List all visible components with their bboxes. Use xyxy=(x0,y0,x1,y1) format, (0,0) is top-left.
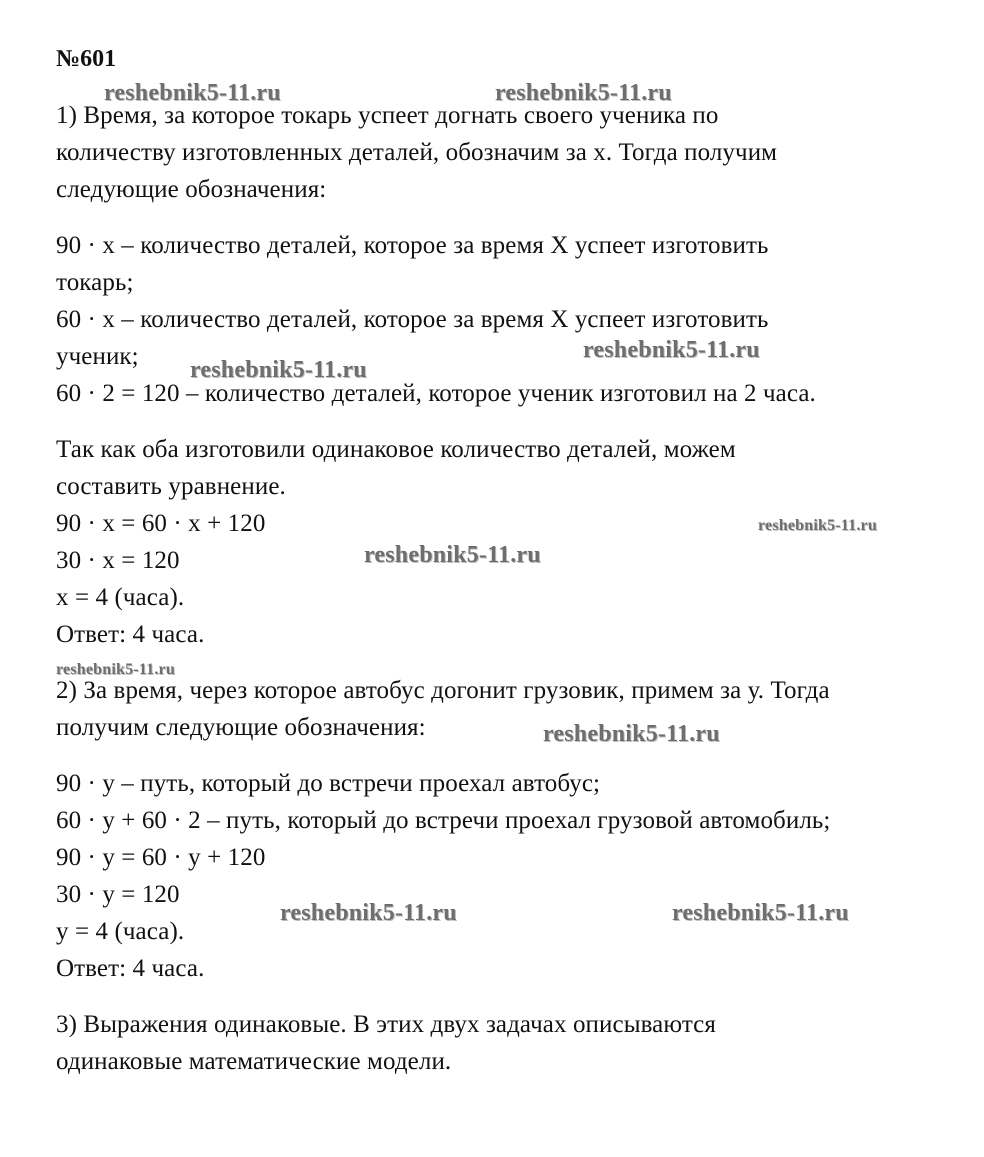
text-line: одинаковые математические модели. xyxy=(56,1048,452,1075)
text-line: Так как оба изготовили одинаковое количество деталей, можем xyxy=(56,436,736,463)
text-line: ученик; xyxy=(56,343,139,370)
watermark: reshebnik5-11.ru xyxy=(364,542,541,568)
watermark: reshebnik5-11.ru xyxy=(543,721,720,747)
watermark: reshebnik5-11.ru xyxy=(495,80,672,106)
text-line: следующие обозначения: xyxy=(56,176,327,203)
watermark: reshebnik5-11.ru xyxy=(56,661,175,678)
text-line: количеству изготовленных деталей, обозначим за х. Тогда получим xyxy=(56,139,778,166)
text-line: 60 · х – количество деталей, которое за время Х успеет изготовить xyxy=(56,306,769,333)
watermark: reshebnik5-11.ru xyxy=(583,337,760,363)
problem-number: №601 xyxy=(56,46,117,72)
answer-line: Ответ: 4 часа. xyxy=(56,621,205,648)
text-line: 60 · 2 = 120 – количество деталей, которое ученик изготовил на 2 часа. xyxy=(56,380,816,407)
equation-line: 30 · у = 120 xyxy=(56,881,180,908)
text-line: 90 · х – количество деталей, которое за время Х успеет изготовить xyxy=(56,232,769,259)
equation-line: х = 4 (часа). xyxy=(56,584,185,611)
watermark: reshebnik5-11.ru xyxy=(190,357,367,383)
text-line: получим следующие обозначения: xyxy=(56,714,426,741)
equation-line: 90 · х = 60 · х + 120 xyxy=(56,510,266,537)
text-line: 3) Выражения одинаковые. В этих двух задачах описываются xyxy=(56,1011,716,1038)
text-line: 2) За время, через которое автобус догонит грузовик, примем за у. Тогда xyxy=(56,677,830,704)
text-line: токарь; xyxy=(56,269,134,296)
text-line: 60 · у + 60 · 2 – путь, который до встречи проехал грузовой автомобиль; xyxy=(56,807,831,834)
watermark: reshebnik5-11.ru xyxy=(104,80,281,106)
text-line: 1) Время, за которое токарь успеет догнать своего ученика по xyxy=(56,102,719,129)
watermark: reshebnik5-11.ru xyxy=(672,900,849,926)
watermark: reshebnik5-11.ru xyxy=(280,900,457,926)
equation-line: 30 · х = 120 xyxy=(56,547,180,574)
equation-line: у = 4 (часа). xyxy=(56,918,185,945)
answer-line: Ответ: 4 часа. xyxy=(56,955,205,982)
watermark: reshebnik5-11.ru xyxy=(758,517,877,534)
text-line: составить уравнение. xyxy=(56,473,286,500)
text-line: 90 · у – путь, который до встречи проехал автобус; xyxy=(56,770,601,797)
equation-line: 90 · у = 60 · у + 120 xyxy=(56,844,266,871)
